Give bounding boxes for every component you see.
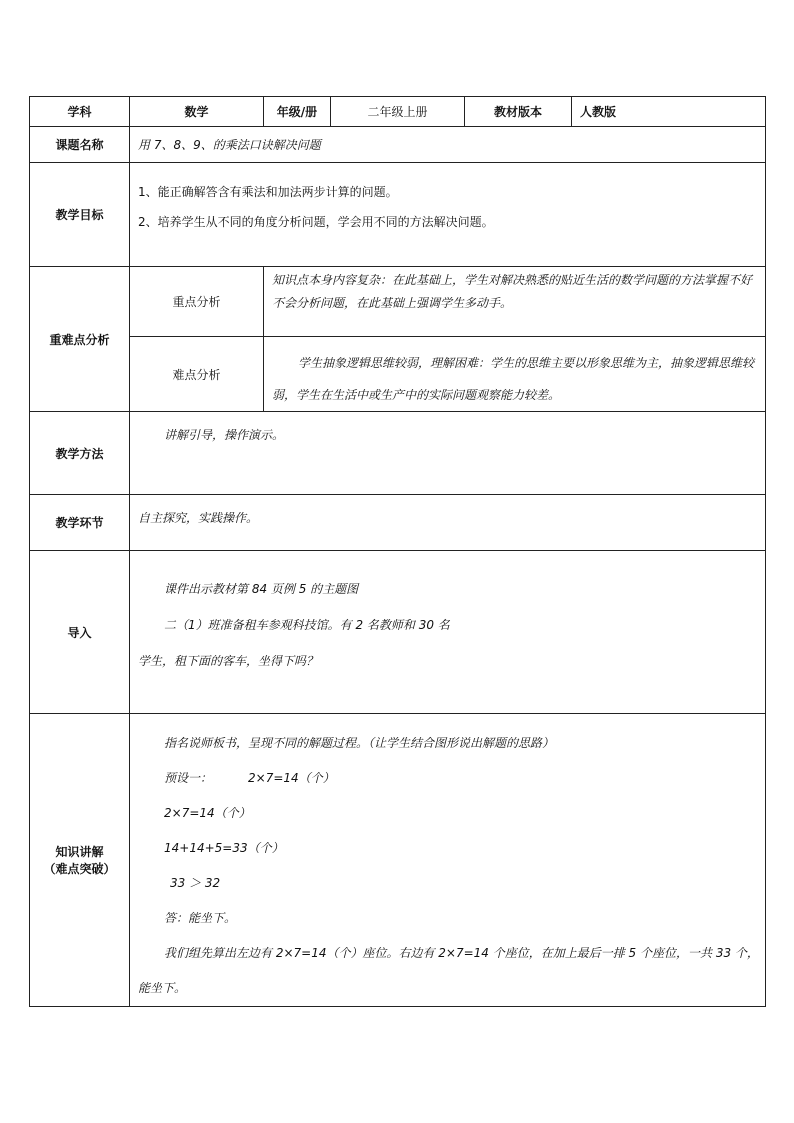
goal-item: 2、培养学生从不同的角度分析问题，学会用不同的方法解决问题。 <box>138 215 494 229</box>
key-label: 重点分析 <box>130 267 264 337</box>
knowledge-label-cell <box>30 714 130 1007</box>
knowledge-row <box>30 714 766 1007</box>
topic-value: 用 7、8、9、的乘法口诀解决问题 <box>130 127 766 163</box>
method-cell <box>130 412 766 495</box>
difficult-label: 难点分析 <box>130 337 264 412</box>
method-text: 讲解引导，操作演示。 <box>164 428 285 442</box>
difficult-text-cell <box>264 337 766 412</box>
intro-cell <box>130 551 766 714</box>
knowledge-line: 我们组先算出左边有 2×7=14（个）座位。右边有 2×7=14 个座位，在加上最后一排 5 个座位，一共 33 个，能坐下。 <box>138 946 759 995</box>
goals-content <box>130 163 766 267</box>
subject-label: 学科 <box>30 97 130 127</box>
goals-label: 教学目标 <box>30 163 130 267</box>
lesson-plan-sheet <box>29 96 765 1007</box>
knowledge-line <box>138 761 759 796</box>
intro-row <box>30 551 766 714</box>
topic-label: 课题名称 <box>30 127 130 163</box>
analysis-label: 重难点分析 <box>30 267 130 412</box>
grade-label: 年级/册 <box>264 97 331 127</box>
knowledge-line: 14+14+5=33（个） <box>164 841 284 855</box>
difficult-analysis-row <box>30 337 766 412</box>
process-text: 自主探究，实践操作。 <box>138 511 259 525</box>
knowledge-line: 33 ＞ 32 <box>170 876 221 890</box>
goal-item: 1、能正确解答含有乘法和加法两步计算的问题。 <box>138 185 398 199</box>
subject-value: 数学 <box>130 97 264 127</box>
goals-row <box>30 163 766 267</box>
knowledge-cell <box>130 714 766 1007</box>
edition-value: 人教版 <box>572 97 766 127</box>
intro-line: 学生，租下面的客车，坐得下吗？ <box>138 654 319 668</box>
intro-line: 课件出示教材第 84 页例 5 的主题图 <box>164 582 359 596</box>
process-label: 教学环节 <box>30 495 130 551</box>
process-cell <box>130 495 766 551</box>
method-row <box>30 412 766 495</box>
preset-formula: 2×7=14（个） <box>248 771 335 785</box>
knowledge-label: 知识讲解 <box>55 845 104 859</box>
key-analysis-row <box>30 267 766 337</box>
preset-label: 预设一： <box>164 771 213 785</box>
intro-label: 导入 <box>30 551 130 714</box>
knowledge-sublabel: （难点突破） <box>43 862 116 876</box>
difficult-text: 学生抽象逻辑思维较弱，理解困难：学生的思维主要以形象思维为主，抽象逻辑思维较弱，学生在生活中或生产中的实际问题观察能力较差。 <box>272 356 755 402</box>
lesson-plan-table <box>29 96 766 1007</box>
topic-row <box>30 127 766 163</box>
knowledge-line: 指名说师板书，呈现不同的解题过程。（让学生结合图形说出解题的思路） <box>164 736 555 750</box>
key-text-cell <box>264 267 766 337</box>
method-label: 教学方法 <box>30 412 130 495</box>
edition-label: 教材版本 <box>465 97 572 127</box>
intro-line: 二（1）班准备租车参观科技馆。有 2 名教师和 30 名 <box>164 618 450 632</box>
key-text: 知识点本身内容复杂：在此基础上，学生对解决熟悉的贴近生活的数学问题的方法掌握不好不会分析问题，在此基础上强调学生多动手。 <box>272 273 753 310</box>
knowledge-line: 2×7=14（个） <box>164 806 251 820</box>
grade-value: 二年级上册 <box>331 97 465 127</box>
knowledge-line: 答：能坐下。 <box>164 911 237 925</box>
header-row <box>30 97 766 127</box>
process-row <box>30 495 766 551</box>
